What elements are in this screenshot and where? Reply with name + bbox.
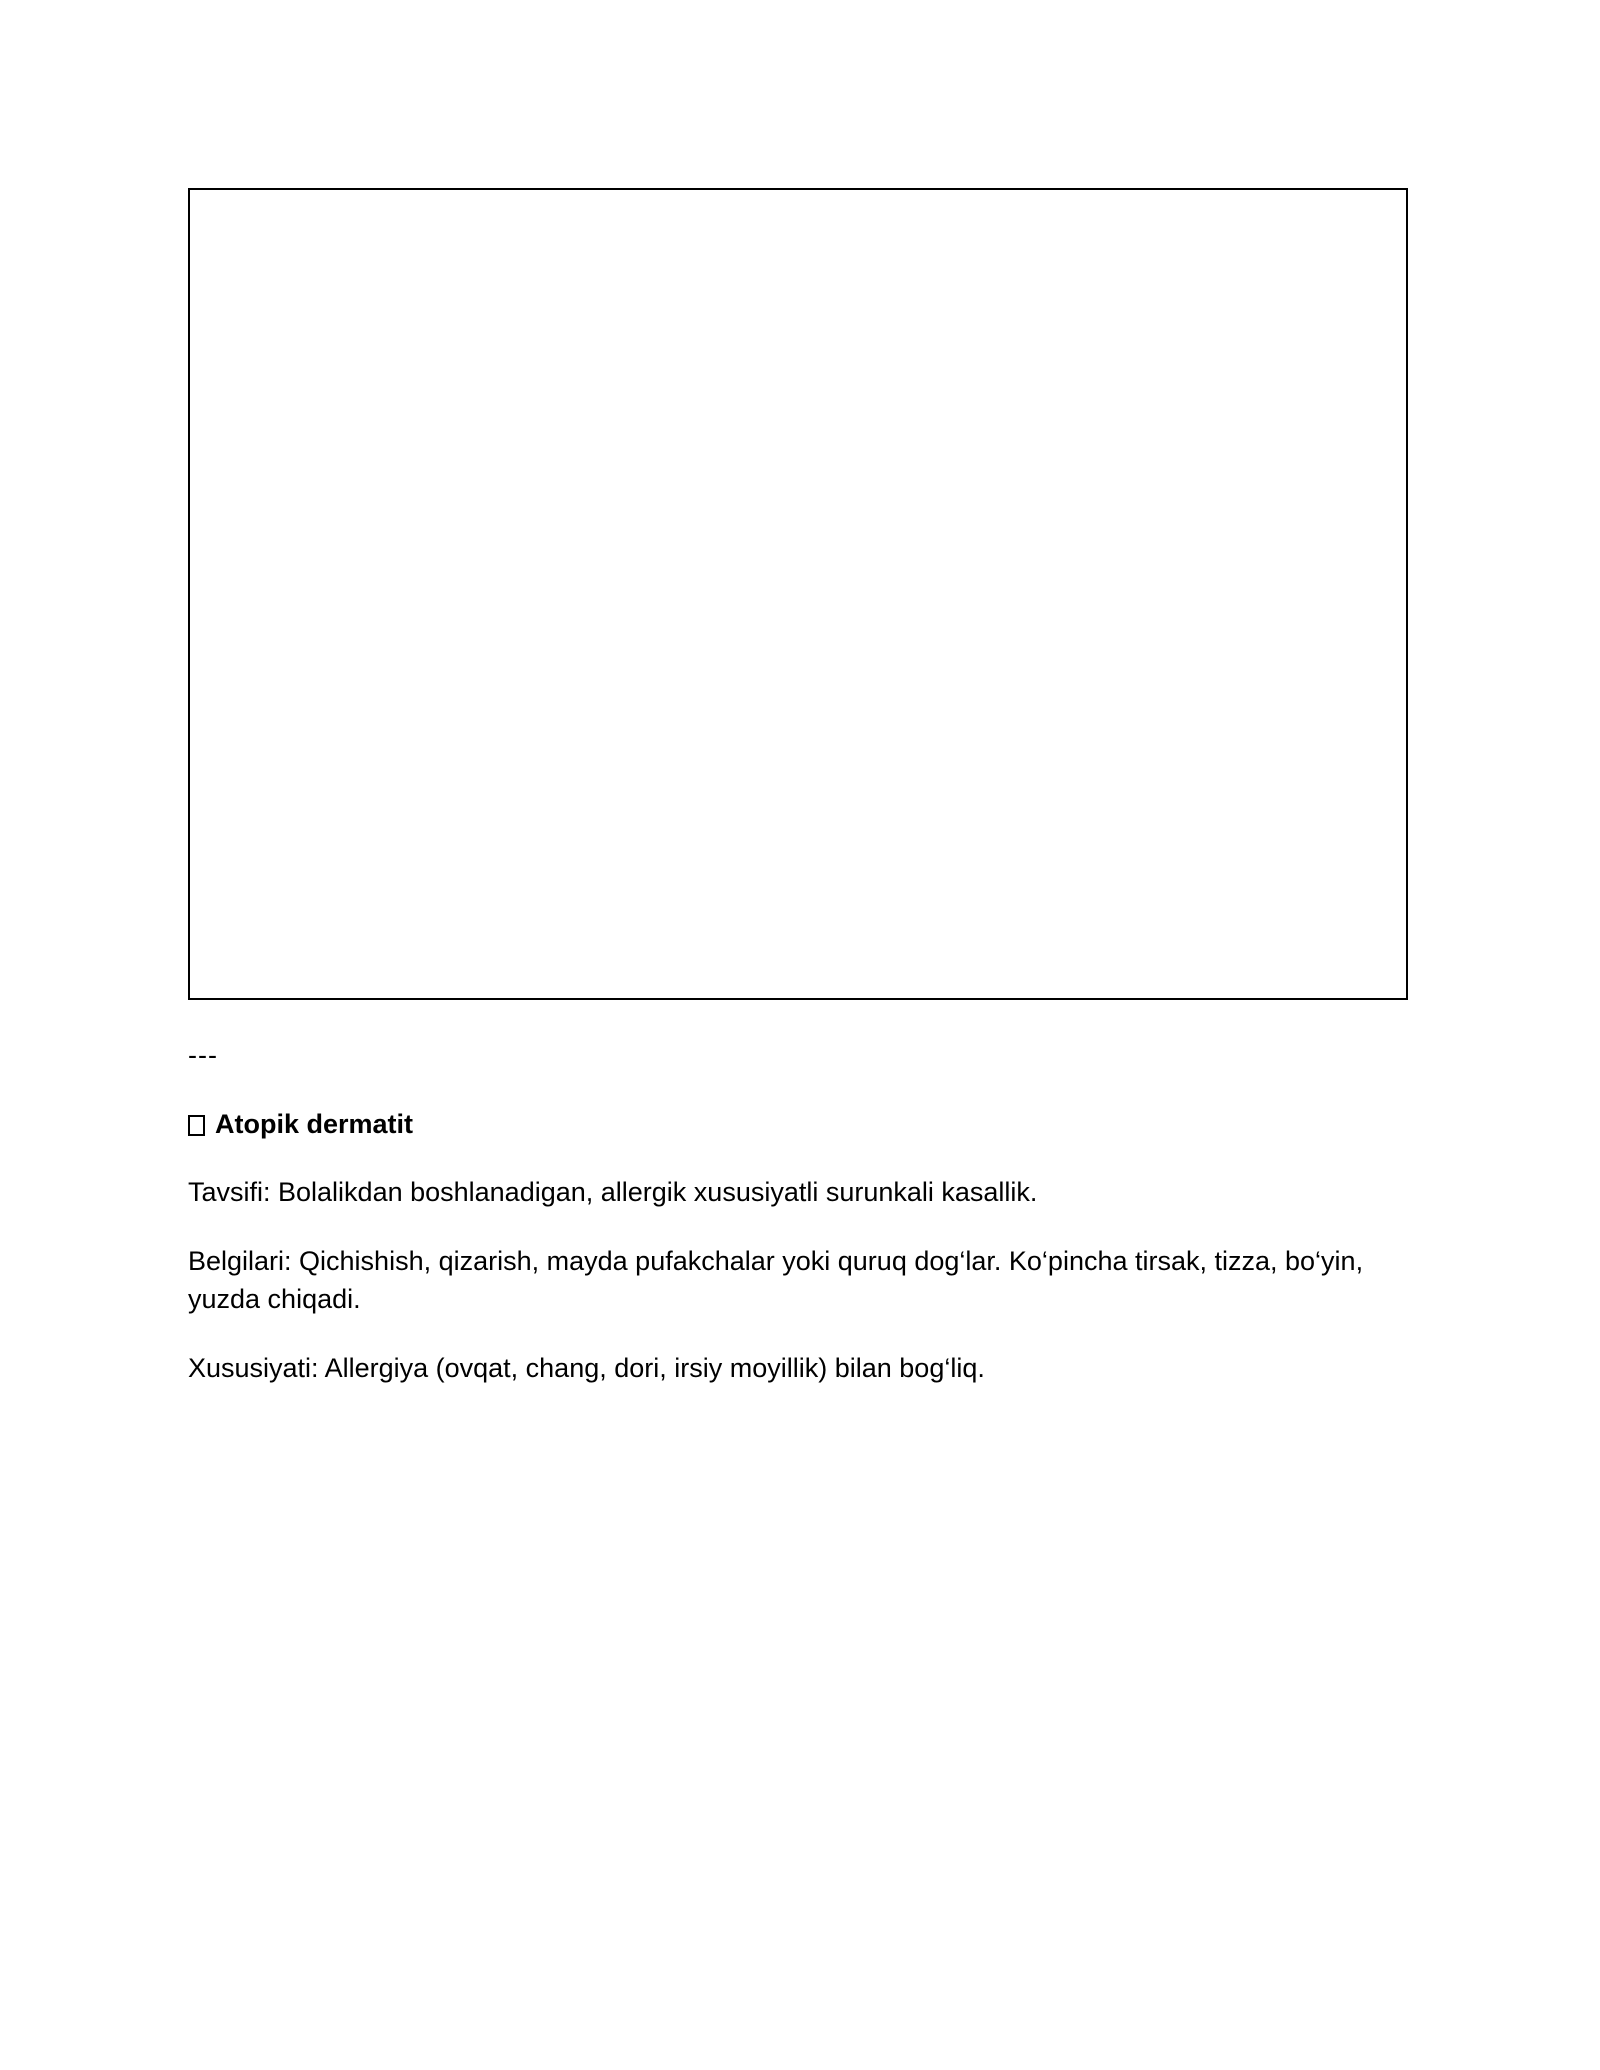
section-heading-text: Atopik dermatit [215, 1109, 414, 1139]
feature-paragraph: Xususiyati: Allergiya (ovqat, chang, dori, irsiy moyillik) bilan bog‘liq. [188, 1353, 985, 1383]
symptoms-paragraph: Belgilari: Qichishish, qizarish, mayda pufakchalar yoki quruq dog‘lar. Ko‘pincha tirsak, tizza, bo‘yin, yuzda chiqadi. [188, 1246, 1364, 1314]
section-heading [188, 1105, 1408, 1143]
description-paragraph: Tavsifi: Bolalikdan boshlanadigan, allergik xususiyatli surunkali kasallik. [188, 1177, 1038, 1207]
image-placeholder-frame [188, 188, 1408, 1000]
divider-line: --- [188, 1040, 218, 1070]
missing-glyph-icon [188, 1115, 205, 1136]
